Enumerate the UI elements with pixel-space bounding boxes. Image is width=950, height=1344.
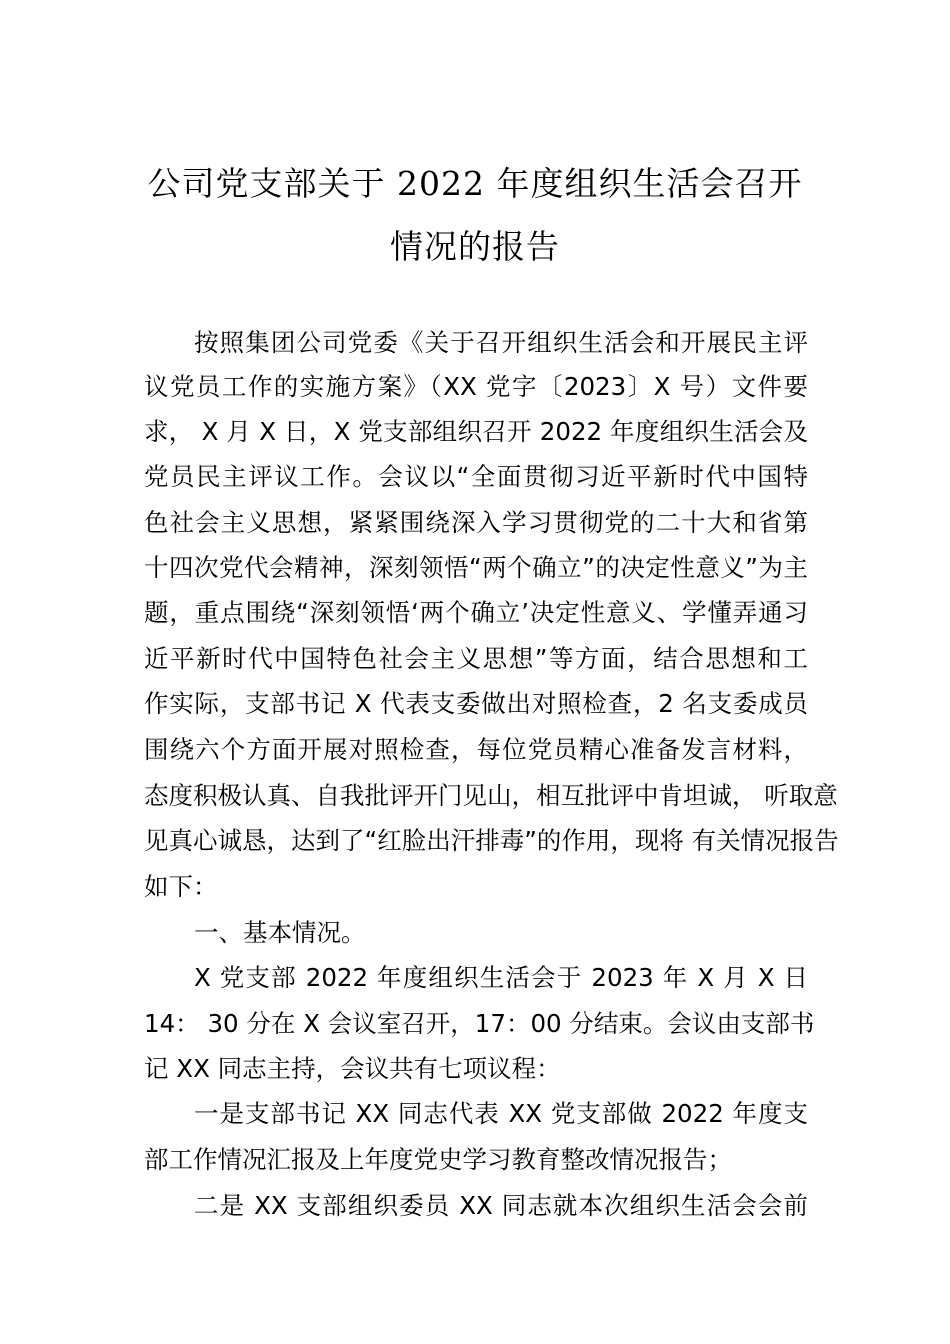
paragraph-line: X 党支部 2022 年度组织生活会于 2023 年 X 月 X 日 <box>194 963 808 992</box>
paragraph-line: 围绕六个方面开展对照检查，每位党员精心准备发言材料， <box>144 735 808 764</box>
paragraph-line: 记 XX 同志主持，会议共有七项议程： <box>144 1054 561 1083</box>
paragraph-line: 十四次党代会精神，深刻领悟“两个确立”的决定性意义”为主 <box>144 553 808 582</box>
paragraph-line: 色社会主义思想，紧紧围绕深入学习贯彻党的二十大和省第 <box>144 508 808 537</box>
paragraph-line: 14： 30 分在 X 会议室召开，17：00 分结束。会议由支部书 <box>144 1009 815 1038</box>
paragraph-line: 二是 XX 支部组织委员 XX 同志就本次组织生活会会前 <box>194 1191 808 1220</box>
paragraph-line: 一是支部书记 XX 同志代表 XX 党支部做 2022 年度支 <box>194 1099 808 1128</box>
paragraph-line: 党员民主评议工作。会议以“全面贯彻习近平新时代中国特 <box>144 462 808 491</box>
paragraph-line: 态度积极认真、自我批评开门见山，相互批评中肯坦诚， 听取意 <box>144 781 838 810</box>
document-title-line-2: 情况的报告 <box>390 227 560 266</box>
paragraph-line: 如下： <box>144 872 218 901</box>
paragraph-line: 见真心诚恳，达到了“红脸出汗排毒”的作用，现将 有关情况报告 <box>144 826 839 855</box>
section-heading: 一、基本情况。 <box>194 918 366 947</box>
paragraph-line: 部工作情况汇报及上年度党史学习教育整改情况报告； <box>144 1145 732 1174</box>
paragraph-line: 按照集团公司党委《关于召开组织生活会和开展民主评 <box>194 328 808 357</box>
paragraph-line: 求， X 月 X 日，X 党支部组织召开 2022 年度组织生活会及 <box>144 417 808 446</box>
paragraph-line: 题，重点围绕“深刻领悟‘两个确立’决定性意义、学懂弄通习 <box>144 598 809 627</box>
paragraph-line: 议党员工作的实施方案》（XX 党字〔2023〕X 号）文件要 <box>144 372 808 401</box>
paragraph-line: 近平新时代中国特色社会主义思想”等方面，结合思想和工 <box>144 644 808 673</box>
paragraph-line: 作实际，支部书记 X 代表支委做出对照检查，2 名支委成员 <box>144 689 808 718</box>
document-title-line-1: 公司党支部关于 2022 年度组织生活会召开 <box>147 164 803 203</box>
